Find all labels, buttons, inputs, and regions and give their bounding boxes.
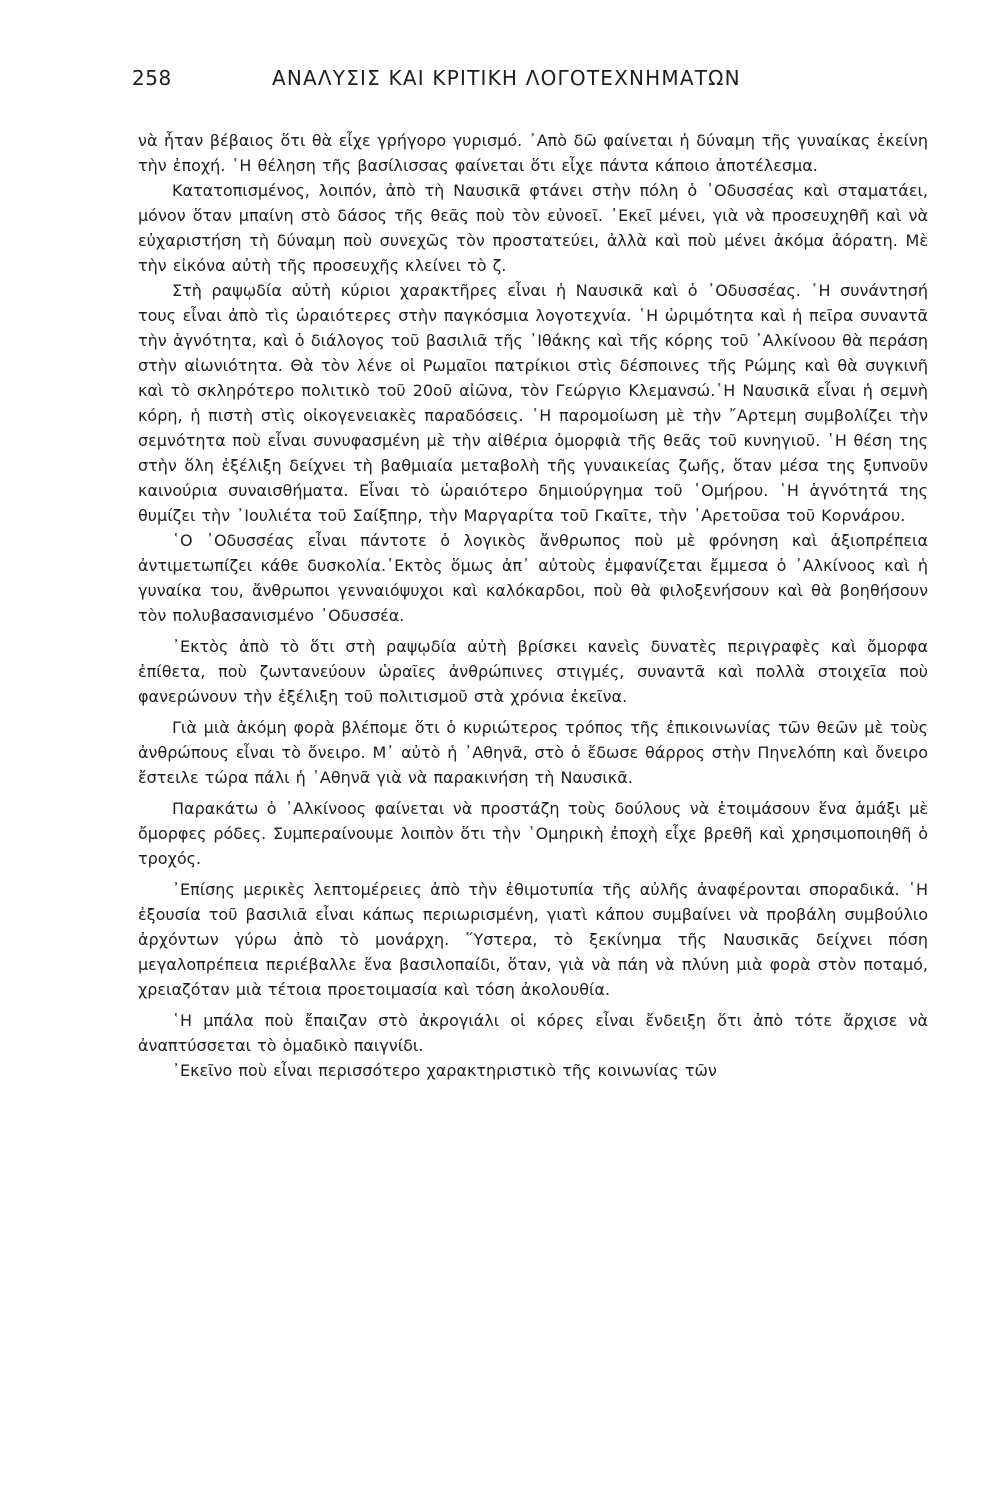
paragraph-society: ᾿Εκεῖνο ποὺ εἶναι περισσότερο χαρακτηριστικὸ τῆς κοινωνίας τῶν [172, 1061, 717, 1080]
paragraph-main-characters: Στὴ ραψῳδία αὐτὴ κύριοι χαρακτῆρες εἶναι ἡ Ναυσικᾶ καὶ ὁ ᾿Οδυσσέας. ῾Η συνάντησή τους εἶναι ἀπὸ τὶς ὡραιότερες στὴν παγκόσμια λογοτεχνία. ῾Η ὡριμότητα καὶ ἡ πεῖρα συναντᾶ τὴν ἁγνότητα, καὶ ὁ διάλογος τοῦ βασιλιᾶ τῆς ᾿Ιθάκης καὶ τῆς κόρης τοῦ ᾿Αλκίνοου θὰ περάση στὴν αἰωνιότητα. Θὰ τὸν λένε οἱ Ρωμαῖοι πατρίκιοι στὶς δέσποινες τῆς Ρώμης καὶ θὰ συγκινῆ καὶ τὸ σκληρότερο πολιτικὸ τοῦ 20οῦ αἰῶνα, τὸν Γεώργιο Κλεμανσώ.῾Η Ναυσικᾶ εἶναι ἡ σεμνὴ κόρη, ἡ πιστὴ στὶς οἰκογενειακὲς παραδόσεις. ῾Η παρομοίωση μὲ τὴν ῎Αρτεμη συμβολίζει τὴν σεμνότητα ποὺ εἶναι συνυφασμένη μὲ τὴν αἰθέρια ὀμορφιὰ τῆς θεᾶς τοῦ κυνηγιοῦ. ῾Η θέση της στὴν ὅλη ἐξέλιξη δείχνει τὴ βαθμιαία μεταβολὴ τῆς γυναικείας ζωῆς, ὅταν μέσα της ξυπνοῦν καινούρια συναισθήματα. Εἶναι τὸ ὡραιότερο δημιούργημα τοῦ ῾Ομήρου. ῾Η ἁγνότητά της θυμίζει τὴν ᾿Ιουλιέτα τοῦ Σαίξπηρ, τὴν Μαργαρίτα τοῦ Γκαῖτε, τὴν ᾿Αρετοῦσα τοῦ Κορνάρου. [138, 281, 928, 525]
paragraph-continuation: νὰ ἦταν βέβαιος ὅτι θὰ εἶχε γρήγορο γυρισμό. ᾿Απὸ δῶ φαίνεται ἡ δύναμη τῆς γυναίκας ἐκείνη τὴν ἐποχή. ῾Η θέληση τῆς βασίλισσας φαίνεται ὅτι εἶχε πάντα κάποιο ἀποτέλεσμα. [138, 131, 928, 175]
paragraph-odysseus-arrival: Κατατοπισμένος, λοιπόν, ἀπὸ τὴ Ναυσικᾶ φτάνει στὴν πόλη ὁ ᾿Οδυσσέας καὶ σταματάει, μόνον ὅταν μπαίνη στὸ δάσος τῆς θεᾶς ποὺ τὸν εὐνοεῖ. ᾿Εκεῖ μένει, γιὰ νὰ προσευχηθῆ καὶ νὰ εὐχαριστήση τὴ δύναμη ποὺ συνεχῶς τὸν προστατεύει, ἀλλὰ καὶ ποὺ μένει ἀκόμα ἀόρατη. Μὲ τὴν εἰκόνα αὐτὴ τῆς προσευχῆς κλείνει τὸ ζ. [138, 181, 928, 275]
paragraph-odysseus-character: ῾Ο ᾿Οδυσσέας εἶναι πάντοτε ὁ λογικὸς ἄνθρωπος ποὺ μὲ φρόνηση καὶ ἀξιοπρέπεια ἀντιμετωπίζει κάθε δυσκολία.᾿Εκτὸς ὅμως ἀπ᾿ αὐτοὺς ἐμφανίζεται ἔμμεσα ὁ ᾿Αλκίνοος καὶ ἡ γυναίκα του, ἄνθρωποι γενναιόψυχοι καὶ καλόκαρδοι, ποὺ θὰ φιλοξενήσουν καὶ θὰ βοηθήσουν τὸν πολυβασανισμένο ᾿Οδυσσέα. [138, 531, 928, 625]
paragraph-civilization: ᾿Εκτὸς ἀπὸ τὸ ὅτι στὴ ραψῳδία αὐτὴ βρίσκει κανεὶς δυνατὲς περιγραφὲς καὶ ὄμορφα ἐπίθετα, ποὺ ζωντανεύουν ὡραῖες ἀνθρώπινες στιγμές, συναντᾶ καὶ πολλὰ στοιχεῖα ποὺ φανερώνουν τὴν ἐξέλιξη τοῦ πολιτισμοῦ στὰ χρόνια ἐκεῖνα. [138, 637, 928, 706]
paragraph-court-etiquette: ᾿Επίσης μερικὲς λεπτομέρειες ἀπὸ τὴν ἐθιμοτυπία τῆς αὐλῆς ἀναφέρονται σποραδικά. ῾Η ἐξουσία τοῦ βασιλιᾶ εἶναι κάπως περιωρισμένη, γιατὶ κάπου συμβαίνει νὰ προβάλη συμβούλιο ἀρχόντων γύρω ἀπὸ τὸ μονάρχη. ῞Υστερα, τὸ ξεκίνημα τῆς Ναυσικᾶς δείχνει πόση μεγαλοπρέπεια περιέβαλλε ἕνα βασιλοπαίδι, ὅταν, γιὰ νὰ πάη νὰ πλύνη μιὰ φορὰ στὸν ποταμό, χρειαζόταν μιὰ τέτοια προετοιμασία καὶ τόση ἀκολουθία. [138, 880, 928, 999]
running-title: ΑΝΑΛΥΣΙΣ ΚΑΙ ΚΡΙΤΙΚΗ ΛΟΓΟΤΕΧΝΗΜΑΤΩΝ [272, 66, 741, 90]
paragraph-dreams: Γιὰ μιὰ ἀκόμη φορὰ βλέπομε ὅτι ὁ κυριώτερος τρόπος τῆς ἐπικοινωνίας τῶν θεῶν μὲ τοὺς ἀνθρώπους εἶναι τὸ ὄνειρο. Μ᾿ αὐτὸ ἡ ᾿Αθηνᾶ, στὸ ὁ ἔδωσε θάρρος στὴν Πηνελόπη καὶ ὄνειρο ἔστειλε τώρα πάλι ἡ ᾿Αθηνᾶ γιὰ νὰ παρακινήση τὴ Ναυσικᾶ. [138, 718, 928, 787]
page-header [132, 66, 832, 98]
paragraph-wheel: Παρακάτω ὁ ᾿Αλκίνοος φαίνεται νὰ προστάζη τοὺς δούλους νὰ ἑτοιμάσουν ἕνα ἁμάξι μὲ ὄμορφες ρόδες. Συμπεραίνουμε λοιπὸν ὅτι τὴν ῾Ομηρικὴ ἐποχὴ εἶχε βρεθῆ καὶ χρησιμοποιηθῆ ὁ τροχός. [138, 799, 928, 868]
paragraph-ball-game: ῾Η μπάλα ποὺ ἔπαιζαν στὸ ἀκρογιάλι οἱ κόρες εἶναι ἔνδειξη ὅτι ἀπὸ τότε ἄρχισε νὰ ἀναπτύσσεται τὸ ὁμαδικὸ παιγνίδι. [138, 1011, 928, 1055]
body-text [138, 128, 928, 1083]
page-number: 258 [132, 66, 172, 90]
